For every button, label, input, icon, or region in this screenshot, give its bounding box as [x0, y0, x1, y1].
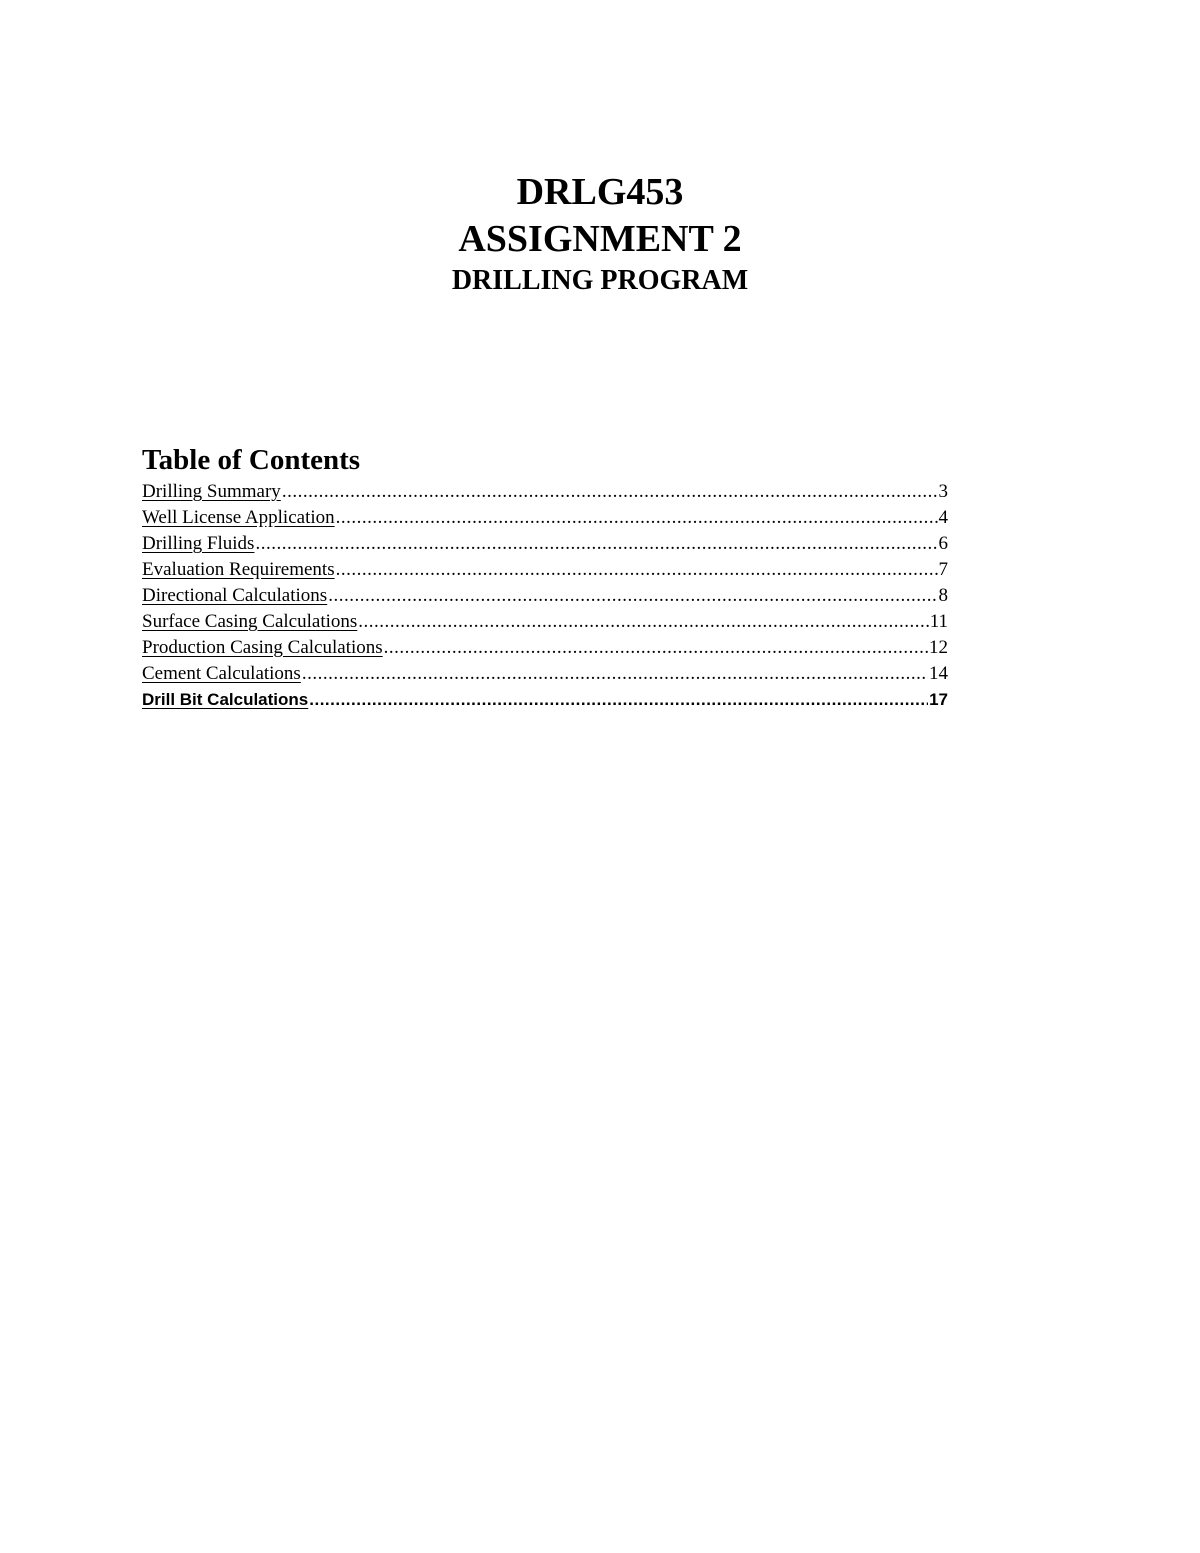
toc-entry-page: 14 [929, 663, 948, 684]
assignment-title: ASSIGNMENT 2 [458, 218, 742, 260]
course-code: DRLG453 [516, 171, 684, 213]
toc-entry-label[interactable]: Surface Casing Calculations [142, 611, 358, 632]
toc-entry-evaluation-requirements[interactable] [142, 557, 948, 583]
toc-dot-leader [328, 583, 937, 609]
toc-entry-directional-calculations[interactable] [142, 583, 948, 609]
toc-entry-page: 17 [929, 690, 948, 709]
toc-dot-leader [302, 661, 928, 687]
toc-dot-leader [255, 531, 937, 557]
toc-entry-label[interactable]: Drilling Fluids [142, 533, 255, 554]
toc-entry-label[interactable]: Drilling Summary [142, 481, 281, 502]
toc-entry-page: 11 [929, 611, 948, 632]
toc-entry-page: 4 [938, 507, 948, 528]
toc-dot-leader [336, 505, 938, 531]
toc-entry-label[interactable]: Production Casing Calculations [142, 637, 383, 658]
toc-entry-page: 8 [938, 585, 948, 606]
toc-entry-label[interactable]: Cement Calculations [142, 663, 301, 684]
table-of-contents [142, 443, 948, 713]
toc-dot-leader [282, 479, 938, 505]
toc-entry-production-casing-calculations[interactable] [142, 635, 948, 661]
toc-heading: Table of Contents [142, 444, 361, 476]
toc-dot-leader [309, 687, 928, 713]
toc-dot-leader [358, 609, 928, 635]
toc-entry-label[interactable]: Directional Calculations [142, 585, 328, 606]
toc-entry-well-license-application[interactable] [142, 505, 948, 531]
toc-dot-leader [336, 557, 938, 583]
toc-entry-page: 12 [929, 637, 948, 658]
toc-entry-drill-bit-calculations[interactable] [142, 687, 948, 713]
toc-entry-surface-casing-calculations[interactable] [142, 609, 948, 635]
toc-entry-label[interactable]: Well License Application [142, 507, 335, 528]
toc-entry-cement-calculations[interactable] [142, 661, 948, 687]
toc-entry-drilling-fluids[interactable] [142, 531, 948, 557]
toc-entry-label[interactable]: Evaluation Requirements [142, 559, 335, 580]
toc-entry-drilling-summary[interactable] [142, 479, 948, 505]
toc-entry-page: 6 [938, 533, 948, 554]
toc-list [142, 479, 948, 713]
title-block [0, 170, 1200, 298]
toc-entry-page: 7 [938, 559, 948, 580]
document-subtitle: DRILLING PROGRAM [451, 265, 749, 296]
toc-entry-label[interactable]: Drill Bit Calculations [142, 690, 309, 709]
toc-entry-page: 3 [938, 481, 948, 502]
toc-dot-leader [384, 635, 928, 661]
